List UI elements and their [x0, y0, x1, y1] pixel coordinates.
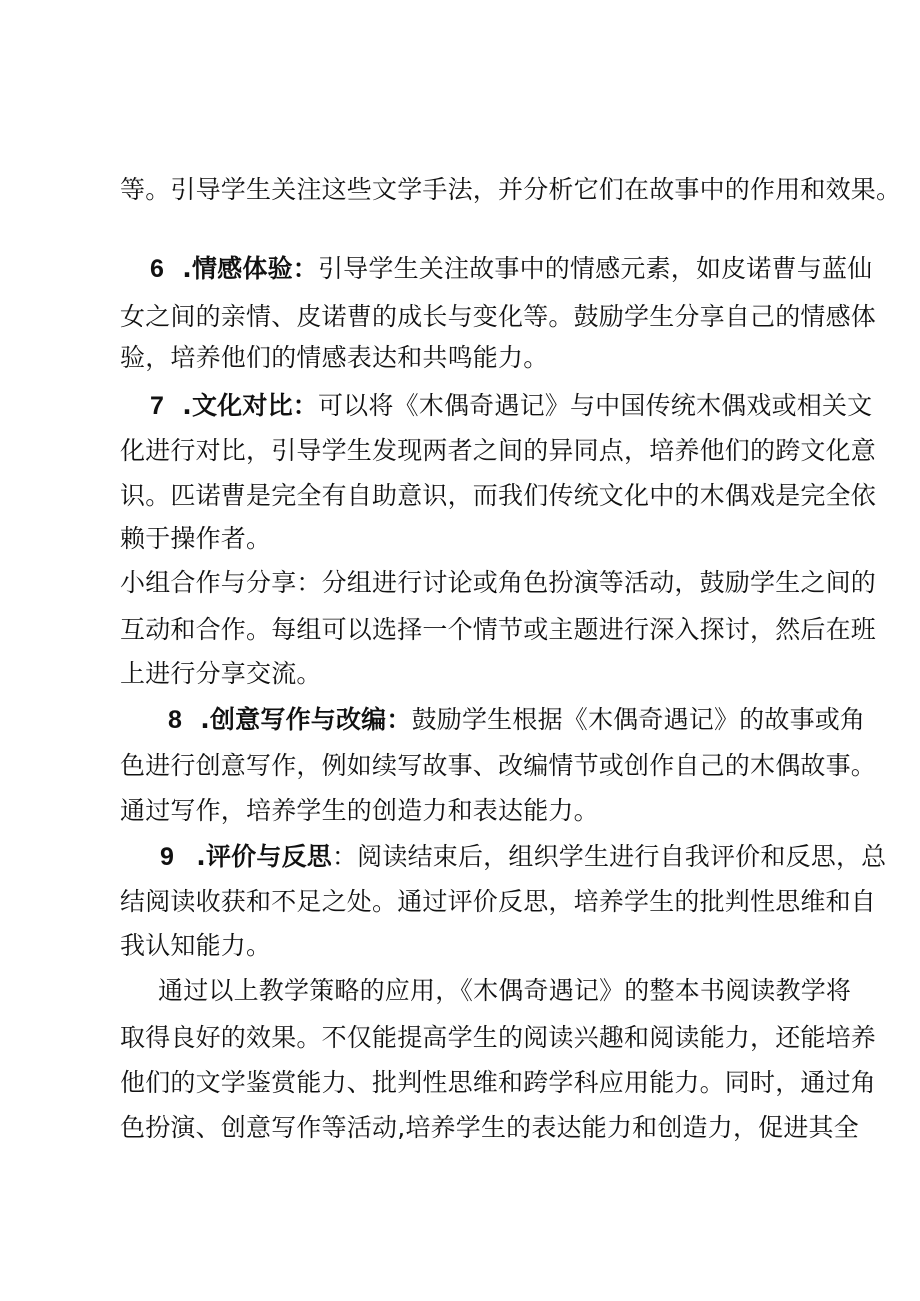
section-text: 可以将《木偶奇遇记》与中国传统木偶戏或相关文 [317, 391, 873, 420]
section-text: 引导学生关注故事中的情感元素，如皮诺曹与蓝仙 [317, 254, 873, 283]
paragraph-line: 结阅读收获和不足之处。通过评价反思，培养学生的批判性思维和自 [120, 887, 877, 916]
section-number: 6 [150, 255, 165, 283]
paragraph-line: 等。引导学生关注这些文学手法，并分析它们在故事中的作用和效果。 [120, 175, 902, 204]
section-heading: .评价与反思 [196, 842, 332, 871]
section-heading: .创意写作与改编： [200, 705, 412, 734]
section-number: 7 [150, 392, 165, 420]
section-text: ：阅读结束后，组织学生进行自我评价和反思，总 [331, 842, 887, 871]
paragraph-line: 色扮演、创意写作等活动,培养学生的表达能力和创造力，促进其全 [120, 1113, 859, 1142]
section-7-line [150, 390, 872, 422]
paragraph-line: 女之间的亲情、皮诺曹的成长与变化等。鼓励学生分享自己的情感体 [120, 302, 877, 331]
paragraph-line: 赖于操作者。 [120, 524, 272, 553]
section-number: 9 [160, 843, 175, 871]
paragraph-line: 我认知能力。 [120, 931, 272, 960]
paragraph-line: 小组合作与分享：分组进行讨论或角色扮演等活动，鼓励学生之间的 [120, 568, 877, 597]
paragraph-line: 互动和合作。每组可以选择一个情节或主题进行深入探讨，然后在班 [120, 615, 877, 644]
paragraph-line: 色进行创意写作，例如续写故事、改编情节或创作自己的木偶故事。 [120, 751, 877, 780]
paragraph-line: 识。匹诺曹是完全有自助意识，而我们传统文化中的木偶戏是完全依 [120, 481, 877, 510]
paragraph-line: 上进行分享交流。 [120, 659, 322, 688]
paragraph-line: 通过写作，培养学生的创造力和表达能力。 [120, 796, 599, 825]
paragraph-line: 他们的文学鉴赏能力、批判性思维和跨学科应用能力。同时，通过角 [120, 1068, 877, 1097]
section-text: 鼓励学生根据《木偶奇遇记》的故事或角 [411, 705, 866, 734]
section-9-line [160, 841, 886, 873]
section-number: 8 [168, 706, 183, 734]
section-heading: .情感体验： [182, 254, 318, 283]
paragraph-line: 验，培养他们的情感表达和共鸣能力。 [120, 343, 549, 372]
section-8-line [168, 704, 865, 736]
section-heading: .文化对比： [182, 391, 318, 420]
paragraph-line: 通过以上教学策略的应用，《木偶奇遇记》的整本书阅读教学将 [158, 976, 852, 1005]
paragraph-line: 取得良好的效果。不仅能提高学生的阅读兴趣和阅读能力，还能培养 [120, 1023, 877, 1052]
paragraph-line: 化进行对比，引导学生发现两者之间的异同点，培养他们的跨文化意 [120, 436, 877, 465]
section-6-line [150, 253, 872, 285]
